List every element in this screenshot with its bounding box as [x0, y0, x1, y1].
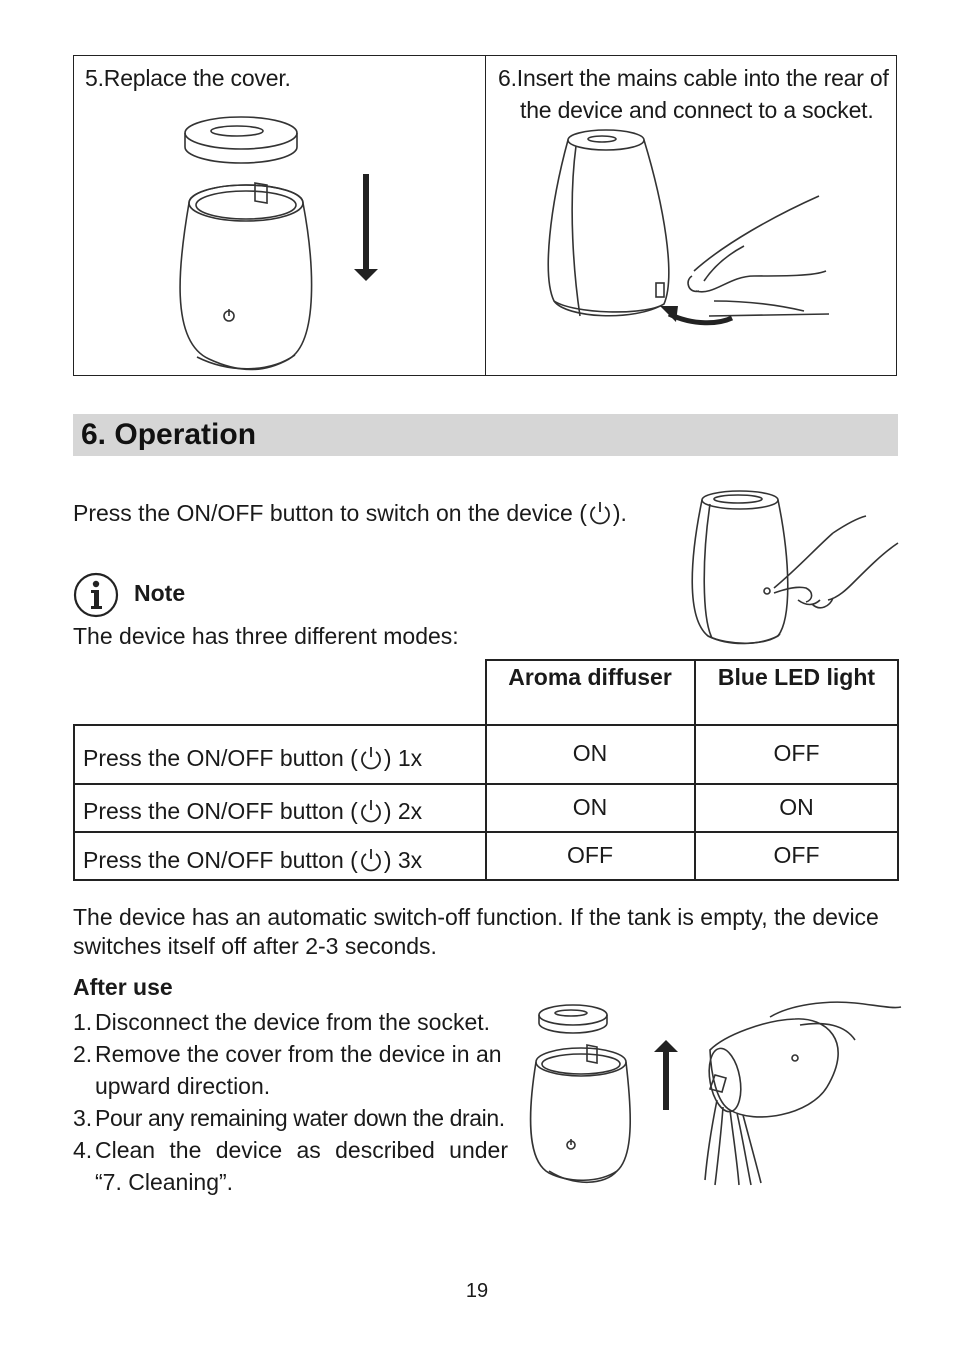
list-item-number: 3. — [73, 1105, 93, 1131]
replace-cover-illustration — [169, 111, 399, 371]
operation-intro — [73, 499, 627, 528]
after-use-illustration — [525, 995, 903, 1190]
table-row-1-label — [83, 745, 422, 772]
list-item-text: Clean the device as described under — [95, 1137, 508, 1163]
list-item — [73, 1102, 508, 1134]
list-item-text: Disconnect the device from the socket. — [95, 1009, 491, 1035]
page-number: 19 — [465, 1280, 489, 1302]
intro-text-after: ). — [612, 500, 627, 526]
intro-text-before: Press the ON/OFF button to switch on the device ( — [73, 500, 587, 526]
modes-intro: The device has three different modes: — [73, 623, 459, 649]
table-row-1-aroma: ON — [572, 740, 608, 766]
list-item — [73, 1006, 508, 1038]
list-item-number: 4. — [73, 1137, 93, 1163]
table-row-2-led: ON — [779, 794, 814, 820]
power-icon — [359, 798, 383, 824]
row-label-text: Press the ON/OFF button ( — [83, 847, 358, 873]
auto-off-line2: switches itself off after 2-3 seconds. — [73, 933, 437, 959]
table-row-2-label — [83, 798, 422, 825]
list-item-number: 2. — [73, 1041, 93, 1067]
step-5-label: Replace the cover. — [103, 65, 291, 91]
row-label-text: Press the ON/OFF button ( — [83, 745, 358, 771]
table-row-2-aroma: ON — [572, 794, 608, 820]
table-row-3-aroma: OFF — [567, 842, 613, 868]
section-title: 6. Operation — [81, 418, 257, 451]
after-use-title: After use — [73, 974, 173, 1000]
table-row-1-led: OFF — [773, 740, 820, 766]
header-aroma-diffuser: Aroma diffuser — [508, 664, 672, 690]
step-5-number: 5. — [85, 65, 104, 91]
row-label-count: ) 3x — [383, 847, 423, 873]
auto-off-paragraph — [73, 903, 903, 961]
insert-cable-illustration — [544, 126, 844, 366]
row-label-text: Press the ON/OFF button ( — [83, 798, 358, 824]
table-row-3-label — [83, 847, 422, 874]
note-label: Note — [134, 580, 186, 606]
table-line — [486, 659, 899, 661]
list-item-number: 1. — [73, 1009, 93, 1035]
press-button-illustration — [688, 488, 903, 648]
list-item — [73, 1134, 508, 1198]
power-icon — [588, 500, 612, 526]
list-item-text: Remove the cover from the device in an — [95, 1041, 502, 1067]
step-6-line2: the device and connect to a socket. — [520, 97, 874, 123]
step-5-text — [85, 62, 291, 94]
step-6-line1: Insert the mains cable into the rear of — [516, 65, 889, 91]
modes-table — [73, 659, 899, 881]
list-item-text: “7. Cleaning”. — [95, 1169, 234, 1195]
auto-off-line1: The device has an automatic switch-off function. If the tank is empty, the device — [73, 904, 879, 930]
steps-divider — [485, 56, 486, 375]
table-row-3-led: OFF — [773, 842, 820, 868]
power-icon — [359, 745, 383, 771]
list-item-text: Pour any remaining water down the drain. — [95, 1105, 505, 1131]
info-icon — [73, 572, 119, 618]
header-blue-led-light: Blue LED light — [717, 664, 876, 690]
step-6-text — [498, 62, 893, 126]
list-item — [73, 1038, 508, 1102]
row-label-count: ) 1x — [383, 745, 423, 771]
step-6-number: 6. — [498, 65, 517, 91]
after-use-list — [73, 1006, 508, 1198]
row-label-count: ) 2x — [383, 798, 423, 824]
steps-table — [73, 55, 897, 376]
power-icon — [359, 847, 383, 873]
section-heading-bar — [73, 414, 898, 456]
list-item-text: upward direction. — [95, 1073, 271, 1099]
table-line — [73, 724, 75, 881]
